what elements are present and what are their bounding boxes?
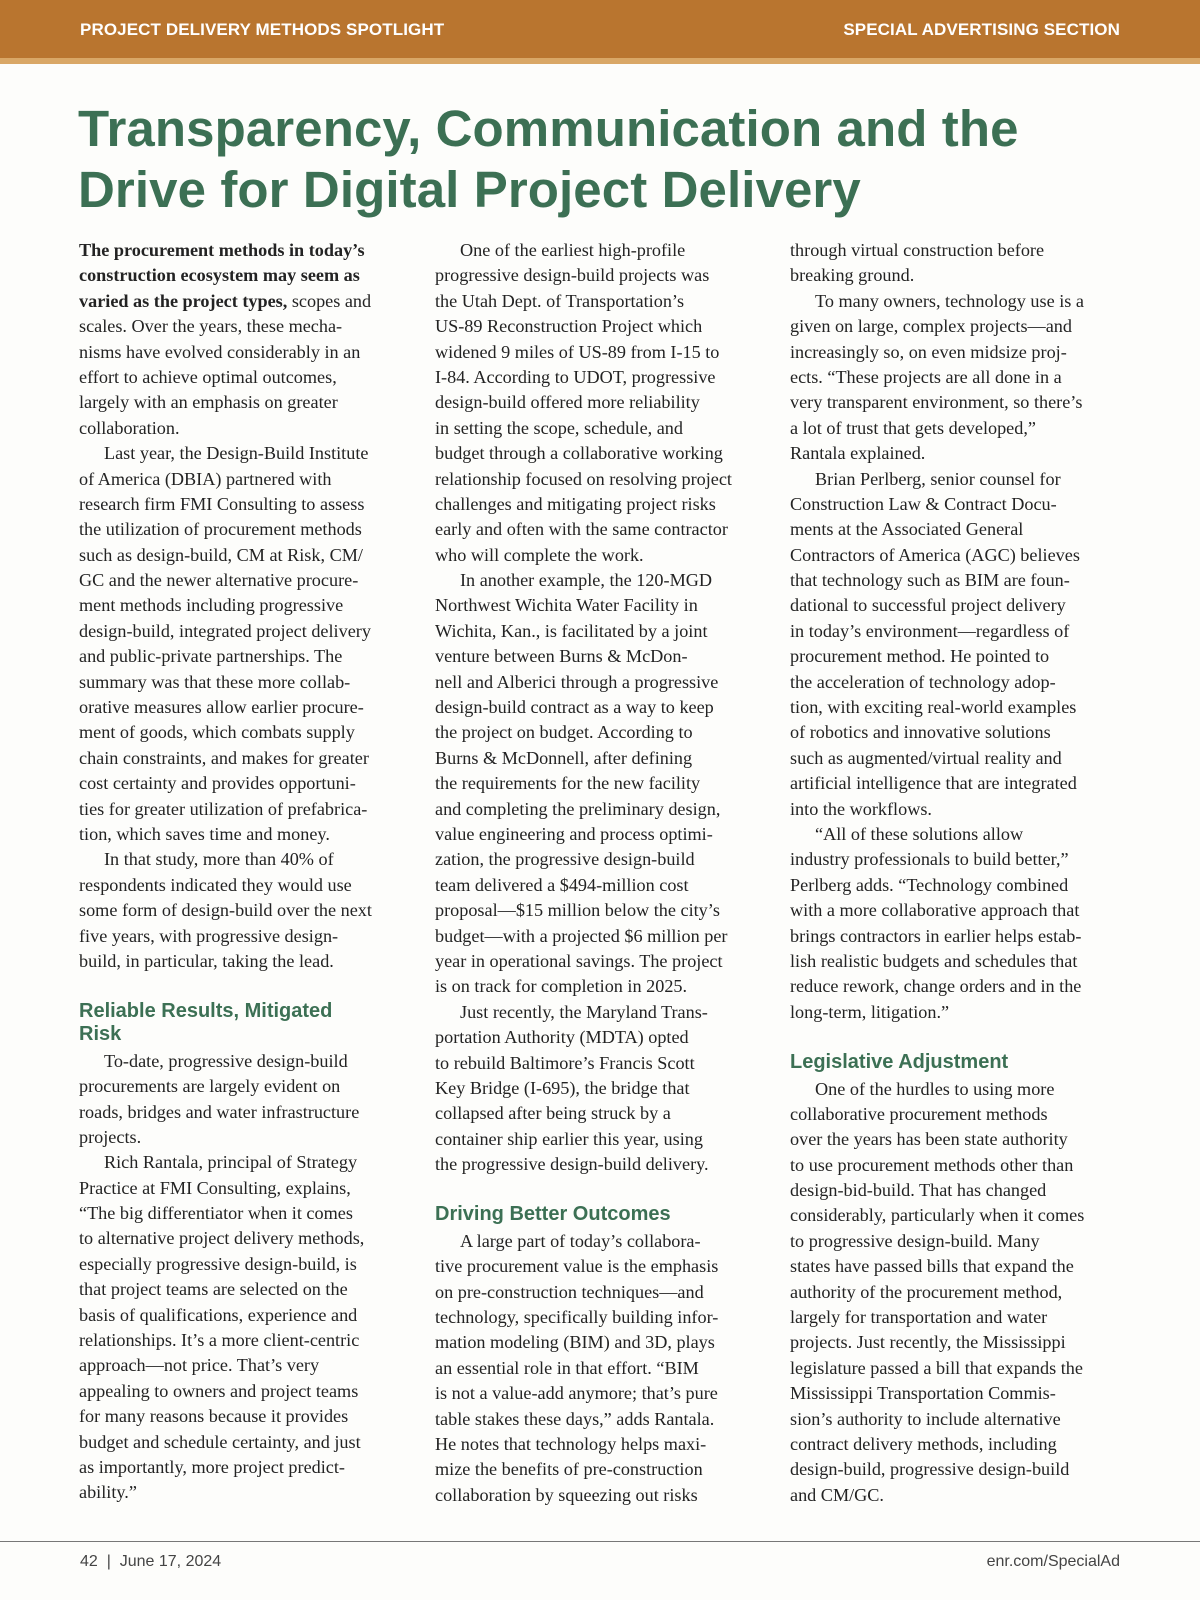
text-line: collaboration by squeezing out risks [435,1484,698,1505]
text-line: a lot of trust that gets developed,” [790,417,1036,438]
text-line: states have passed bills that expand the [790,1256,1074,1277]
text-line: sion’s authority to include alternative [790,1408,1061,1429]
text-line: Brian Perlberg, senior counsel for [815,468,1061,489]
text-line: Last year, the Design-Build Institute [104,443,369,464]
text-line: collapsed after being struck by a [435,1103,671,1124]
text-line: Rantala explained. [790,443,926,464]
text-line: approach—not price. That’s very [79,1355,320,1376]
text-line: artificial intelligence that are integrated [790,773,1077,794]
text-line: of robotics and innovative solutions [790,722,1051,743]
text-line: Northwest Wichita Water Facility in [435,595,698,616]
paragraph [790,289,1120,467]
text-line: that project teams are selected on the [79,1279,348,1300]
text-line: US-89 Reconstruction Project which [435,316,703,337]
headline-line: Drive for Digital Project Delivery [78,161,861,218]
subheading-line: Risk [79,1022,122,1045]
text-line: To-date, progressive design-build [104,1050,348,1071]
text-line: ment of goods, which combats supply [79,722,355,743]
text-line: “The big differentiator when it comes [79,1203,353,1224]
text-line: with a more collaborative approach that [790,900,1080,921]
text-line: tion, which saves time and money. [79,823,330,844]
text-line: design-build offered more reliability [435,392,700,413]
paragraph [435,568,765,1000]
text-line: five years, with progressive design- [79,925,339,946]
text-line: into the workflows. [790,798,932,819]
text-line: value engineering and process optimi- [435,823,713,844]
text-line: He notes that technology helps maxi- [435,1433,707,1454]
paragraph [79,1049,409,1151]
text-line: dational to successful project delivery [790,595,1066,616]
text-line: and completing the preliminary design, [435,798,721,819]
text-line: long-term, litigation.” [790,1001,950,1022]
subheading [79,1000,409,1046]
text-line: One of the earliest high-profile [460,240,686,260]
paragraph [790,1077,1120,1509]
paragraph [79,441,409,847]
text-line: the acceleration of technology adop- [790,671,1056,692]
paragraph [79,1150,409,1505]
text-line: tive procurement value is the emphasis [435,1256,719,1277]
text-line: brings contractors in earlier helps estab- [790,925,1082,946]
text-line: to progressive design-build. Many [790,1230,1040,1251]
subheading-line: Legislative Adjustment [790,1050,1009,1073]
text-line: The procurement methods in today’s [79,240,365,260]
text-line: some form of design-build over the next [79,900,372,921]
text-line: and CM/GC. [790,1484,884,1505]
section-header-bar [0,0,1200,64]
text-line: to use procurement methods other than [790,1154,1074,1175]
text-line: A large part of today’s collabora- [460,1230,701,1251]
text-line: collaborative procurement methods [790,1103,1048,1124]
subheading-line: Driving Better Outcomes [435,1202,671,1225]
text-line: To many owners, technology use is a [815,290,1084,311]
text-line: who will complete the work. [435,544,644,565]
text-line: portation Authority (MDTA) opted [435,1027,689,1048]
text-line: “All of these solutions allow [815,823,1024,844]
lead-bold-text: varied as the project types, [79,290,288,311]
text-line: contract delivery methods, including [790,1433,1057,1454]
text-line: cost certainty and provides opportuni- [79,773,356,794]
text-line: through virtual construction before [790,240,1045,260]
text-line: to alternative project delivery methods, [79,1228,365,1249]
text-line: roads, bridges and water infrastructure [79,1101,360,1122]
text-line: ects. “These projects are all done in a [790,366,1062,387]
text-line: to rebuild Baltimore’s Francis Scott [435,1052,695,1073]
text-line: orative measures allow earlier procure- [79,697,364,718]
text-line: projects. Just recently, the Mississippi [790,1332,1066,1353]
text-line: mation modeling (BIM) and 3D, plays [435,1332,715,1353]
text-line: Burns & McDonnell, after defining [435,747,693,768]
text-line: especially progressive design-build, is [79,1253,357,1274]
text-line: reduce rework, change orders and in the [790,976,1082,997]
text-line: is not a value-add anymore; that’s pure [435,1383,718,1404]
text-line: mize the benefits of pre-construction [435,1459,703,1480]
text-line: budget—with a projected $6 million per [435,925,728,946]
text-line: In that study, more than 40% of [104,849,334,870]
text-line: Key Bridge (I-695), the bridge that [435,1077,690,1098]
text-line: largely with an emphasis on greater [79,392,338,413]
text-line: in today’s environment—regardless of [790,620,1070,641]
text-line: very transparent environment, so there’s [790,392,1083,413]
text-line: budget through a collaborative working [435,443,723,464]
text-line: the utilization of procurement methods [79,519,362,540]
paragraph [435,1229,765,1508]
text-line: nell and Alberici through a progressive [435,671,719,692]
text-line: given on large, complex projects—and [790,316,1072,337]
text-line [79,289,409,314]
text-line: nisms have evolved considerably in an [79,341,361,362]
spacer [79,974,409,999]
paragraph [435,1000,765,1178]
text-line: design-build contract as a way to keep [435,697,714,718]
text-line: the requirements for the new facility [435,773,701,794]
text-line: respondents indicated they would use [79,874,352,895]
text-line: collaboration. [79,417,180,438]
text-line: Practice at FMI Consulting, explains, [79,1177,351,1198]
text-line: ment methods including progressive [79,595,344,616]
text-line: research firm FMI Consulting to assess [79,493,365,514]
text-line: such as design-build, CM at Risk, CM/ [79,544,363,565]
text-line: team delivered a $494-million cost [435,874,689,895]
text-line: chain constraints, and makes for greater [79,747,369,768]
text-line: the Utah Dept. of Transportation’s [435,290,685,311]
text-line: construction ecosystem may seem as [79,265,360,286]
text-line: widened 9 miles of US-89 from I-15 to [435,341,720,362]
text-line: is on track for completion in 2025. [435,976,688,997]
text-line: proposal—$15 million below the city’s [435,900,720,921]
text-line: zation, the progressive design-build [435,849,695,870]
headline-line: Transparency, Communication and the [78,100,1019,157]
text-line: an essential role in that effort. “BIM [435,1357,699,1378]
article-column-1 [79,238,409,1506]
text-line: build, in particular, taking the lead. [79,950,334,971]
text-line: Wichita, Kan., is facilitated by a joint [435,620,708,641]
text-line: breaking ground. [790,265,915,286]
text-line: design-build, progressive design-build [790,1459,1070,1480]
text-line: Construction Law & Contract Docu- [790,493,1057,514]
spacer [790,1025,1120,1050]
page-number-date: 42 | June 17, 2024 [80,1553,222,1570]
paragraph [790,467,1120,822]
text-line: such as augmented/virtual reality and [790,747,1062,768]
footer-divider [0,1541,1200,1542]
text-line: design-bid-build. That has changed [790,1180,1047,1201]
article-headline [78,98,1138,220]
text-line: in setting the scope, schedule, and [435,417,683,438]
paragraph [79,847,409,974]
paragraph [790,822,1120,1025]
text-line: GC and the newer alternative procure- [79,570,359,591]
text-line: of America (DBIA) partnered with [79,468,332,489]
text-line: industry professionals to build better,” [790,849,1069,870]
text-line: projects. [79,1126,142,1147]
text-line: ability.” [79,1482,137,1503]
text-line: on pre-construction techniques—and [435,1281,704,1302]
subheading [790,1051,1120,1074]
footer-url: enr.com/SpecialAd [986,1553,1120,1570]
text-line: procurement method. He pointed to [790,646,1050,667]
text-line: relationships. It’s a more client-centric [79,1330,360,1351]
paragraph [790,238,1120,289]
text-line: basis of qualifications, experience and [79,1304,358,1325]
text-line: progressive design-build projects was [435,265,710,286]
paragraph [435,238,765,568]
text-line: ties for greater utilization of prefabrica- [79,798,368,819]
text-line: table stakes these days,” adds Rantala. [435,1408,715,1429]
text-line: venture between Burns & McDon- [435,646,688,667]
text-line: early and often with the same contractor [435,519,728,540]
text-line: One of the hurdles to using more [815,1078,1055,1099]
text-line: for many reasons because it provides [79,1406,349,1427]
text-line: design-build, integrated project delivery [79,620,371,641]
text-line: technology, specifically building infor- [435,1307,719,1328]
text-line: container ship earlier this year, using [435,1128,703,1149]
text-line: effort to achieve optimal outcomes, [79,366,337,387]
text-line: tion, with exciting real-world examples [790,697,1077,718]
text-line: appealing to owners and project teams [79,1380,359,1401]
text-line: ments at the Associated General [790,519,1024,540]
lead-paragraph [79,238,409,441]
text-line: budget and schedule certainty, and just [79,1431,361,1452]
text-line: challenges and mitigating project risks [435,493,716,514]
text-line: scales. Over the years, these mecha- [79,316,343,337]
text-line: largely for transportation and water [790,1307,1048,1328]
text-line: over the years has been state authority [790,1129,1068,1150]
subheading-line: Reliable Results, Mitigated [79,999,333,1022]
article-column-2 [435,238,765,1508]
text-line: Mississippi Transportation Commis- [790,1383,1056,1404]
text-line: increasingly so, on even midsize proj- [790,341,1067,362]
text-line: the project on budget. According to [435,722,693,743]
text-line: summary was that these more collab- [79,671,351,692]
text-line: year in operational savings. The project [435,950,723,971]
article-column-3 [790,238,1120,1508]
text-line: that technology such as BIM are foun- [790,570,1070,591]
text-line: as importantly, more project predict- [79,1456,345,1477]
section-label: PROJECT DELIVERY METHODS SPOTLIGHT [80,20,445,39]
text-line: Perlberg adds. “Technology combined [790,874,1069,895]
text-line: and public-private partnerships. The [79,646,343,667]
text-line: legislature passed a bill that expands the [790,1357,1083,1378]
text-line: the progressive design-build delivery. [435,1154,709,1175]
advertising-label: SPECIAL ADVERTISING SECTION [843,20,1120,39]
text-line: authority of the procurement method, [790,1281,1063,1302]
lead-text: scopes and [287,290,372,311]
spacer [435,1177,765,1202]
text-line: In another example, the 120-MGD [460,570,713,591]
text-line: Just recently, the Maryland Trans- [460,1001,708,1022]
text-line: Contractors of America (AGC) believes [790,544,1080,565]
text-line: considerably, particularly when it comes [790,1205,1085,1226]
text-line: relationship focused on resolving project [435,468,732,489]
text-line: procurements are largely evident on [79,1076,341,1097]
text-line: I-84. According to UDOT, progressive [435,366,716,387]
text-line: lish realistic budgets and schedules that [790,950,1078,971]
text-line: Rich Rantala, principal of Strategy [104,1152,358,1173]
subheading [435,1203,765,1226]
